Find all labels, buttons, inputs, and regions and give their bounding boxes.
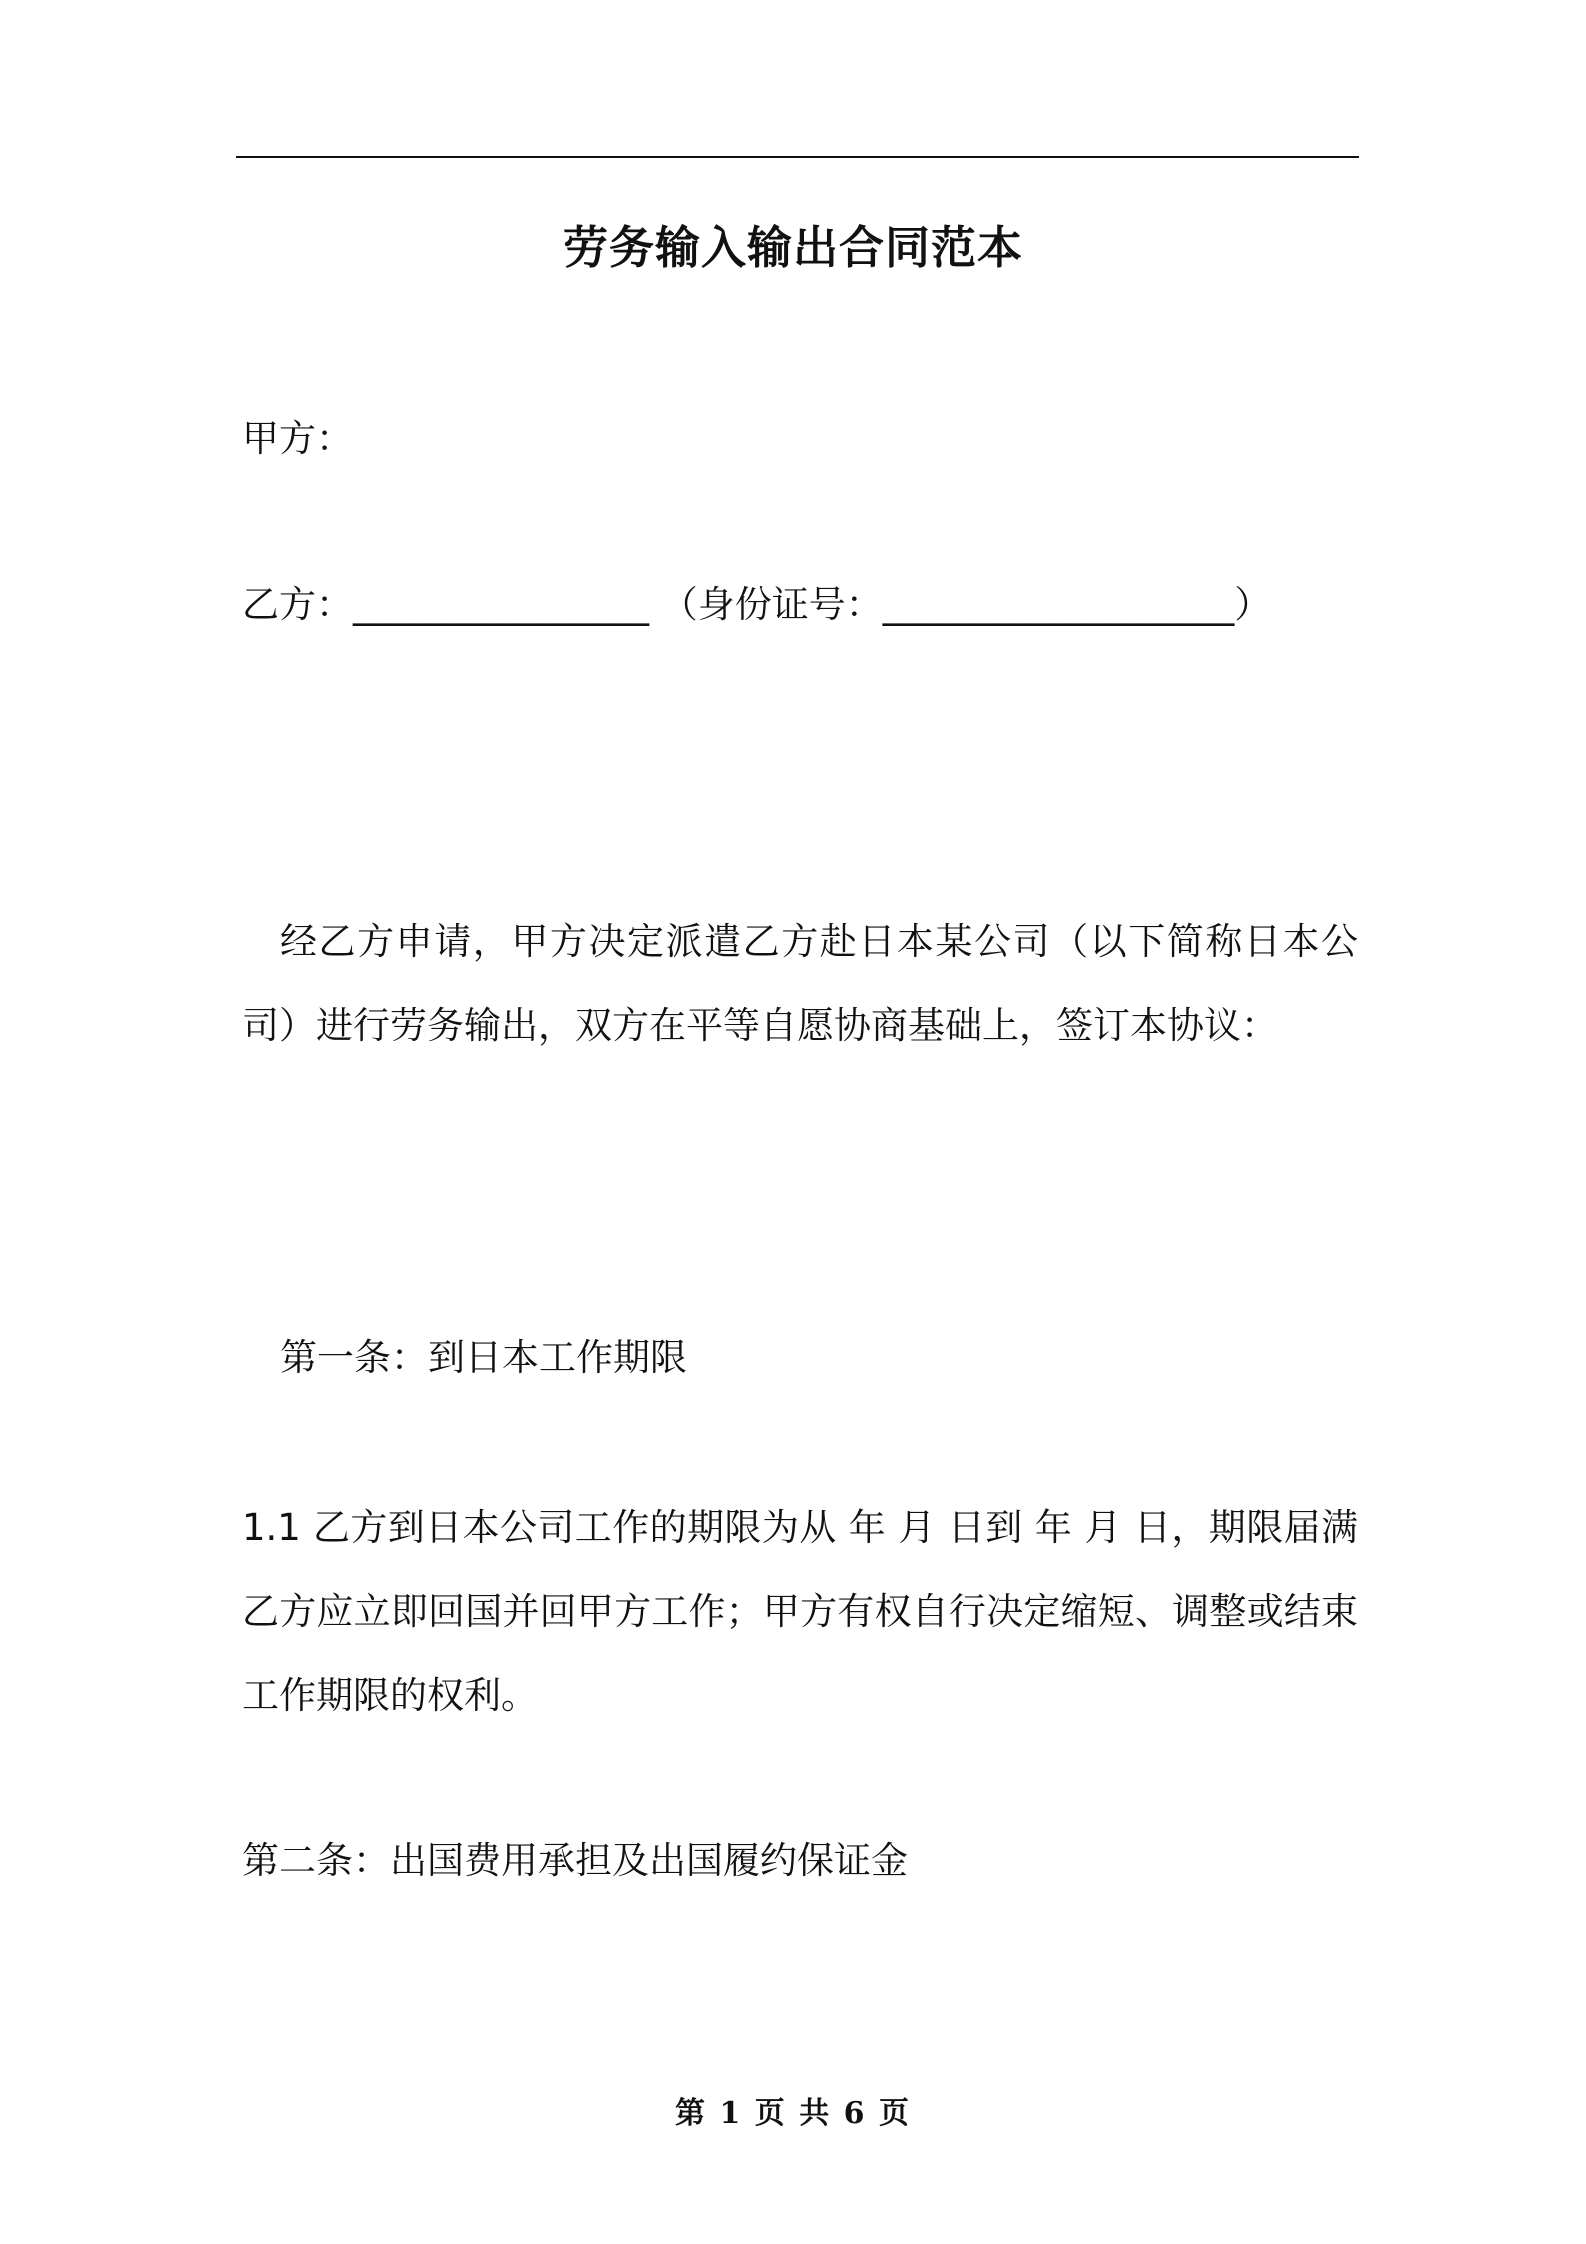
article-1-heading: 第一条：到日本工作期限: [280, 1336, 687, 1379]
page-footer: 第 1 页 共 6 页: [675, 2096, 911, 2131]
party-b-line: 乙方：________________ （身份证号：___________________）: [242, 583, 1272, 626]
header-rule: [236, 156, 1359, 158]
article-2-heading: 第二条：出国费用承担及出国履约保证金: [242, 1839, 908, 1882]
party-a-line: 甲方：: [242, 417, 353, 460]
document-title: 劳务输入输出合同范本: [562, 221, 1023, 274]
intro-paragraph: [242, 900, 1358, 1068]
article-1-1-paragraph: [242, 1486, 1358, 1738]
intro-text: 经乙方申请，甲方决定派遣乙方赴日本某公司（以下简称日本公司）进行劳务输出，双方在平等自愿协商基础上，签订本协议：: [242, 920, 1358, 1047]
article-1-1-text: 1.1 乙方到日本公司工作的期限为从 年 月 日到 年 月 日，期限届满乙方应立即回国并回甲方工作；甲方有权自行决定缩短、调整或结束工作期限的权利。: [242, 1506, 1358, 1717]
